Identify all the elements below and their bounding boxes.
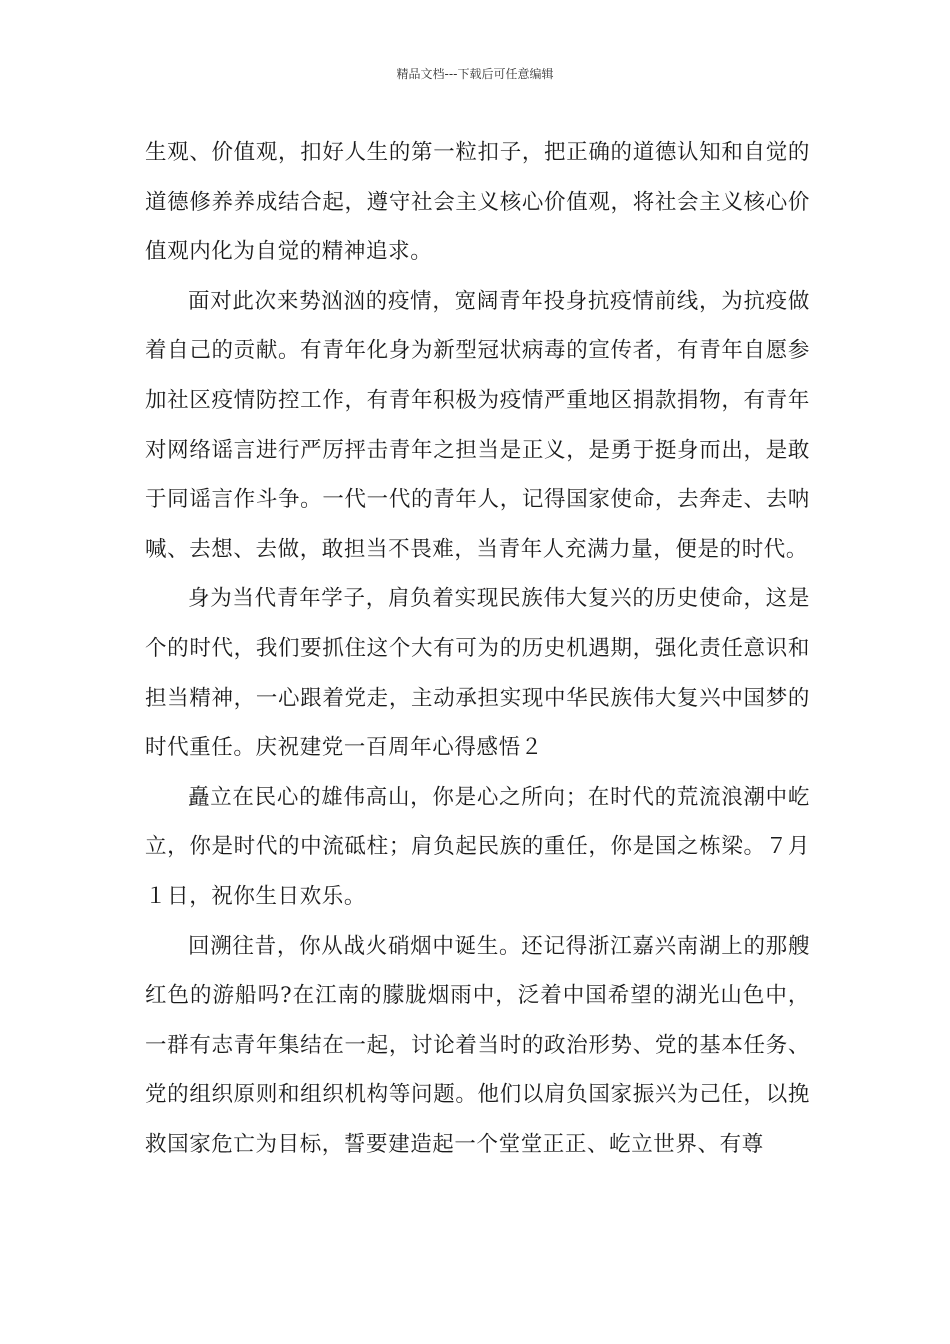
paragraph-birthday-greeting: 矗立在民心的雄伟高山，你是心之所向；在时代的荒流浪潮中屹立，你是时代的中流砥柱；肩负起民族的重任，你是国之栋梁。７月１日，祝你生日欢乐。 — [145, 784, 810, 909]
paragraph-continuation: 生观、价值观，扣好人生的第一粒扣子，把正确的道德认知和自觉的道德修养养成结合起，遵守社会主义核心价值观，将社会主义核心价值观内化为自觉的精神追求。 — [145, 140, 810, 265]
page-header: 精品文档---下载后可任意编辑 — [396, 67, 554, 81]
paragraph-youth-mission: 身为当代青年学子，肩负着实现民族伟大复兴的历史使命，这是个的时代，我们要抓住这个大有可为的历史机遇期，强化责任意识和担当精神，一心跟着党走，主动承担实现中华民族伟大复兴中国梦的时代重任。庆祝建党一百周年心得感悟２ — [145, 586, 810, 761]
paragraph-epidemic-youth: 面对此次来势汹汹的疫情，宽阔青年投身抗疫情前线，为抗疫做着自己的贡献。有青年化身为新型冠状病毒的宣传者，有青年自愿参加社区疫情防控工作，有青年积极为疫情严重地区捐款捐物，有青年对网络谣言进行严厉抨击青年之担当是正义，是勇于挺身而出，是敢于同谣言作斗争。一代一代的青年人，记得国家使命，去奔走、去呐喊、去想、去做，敢担当不畏难，当青年人充满力量，便是的时代。 — [145, 288, 810, 562]
document-body — [145, 128, 810, 1169]
paragraph-history-recall: 回溯往昔，你从战火硝烟中诞生。还记得浙江嘉兴南湖上的那艘红色的游船吗?在江南的朦胧烟雨中，泛着中国希望的湖光山色中，一群有志青年集结在一起，讨论着当时的政治形势、党的基本任务、党的组织原则和组织机构等问题。他们以肩负国家振兴为己任，以挽救国家危亡为目标，誓要建造起一个堂堂正正、屹立世界、有尊 — [145, 933, 810, 1157]
